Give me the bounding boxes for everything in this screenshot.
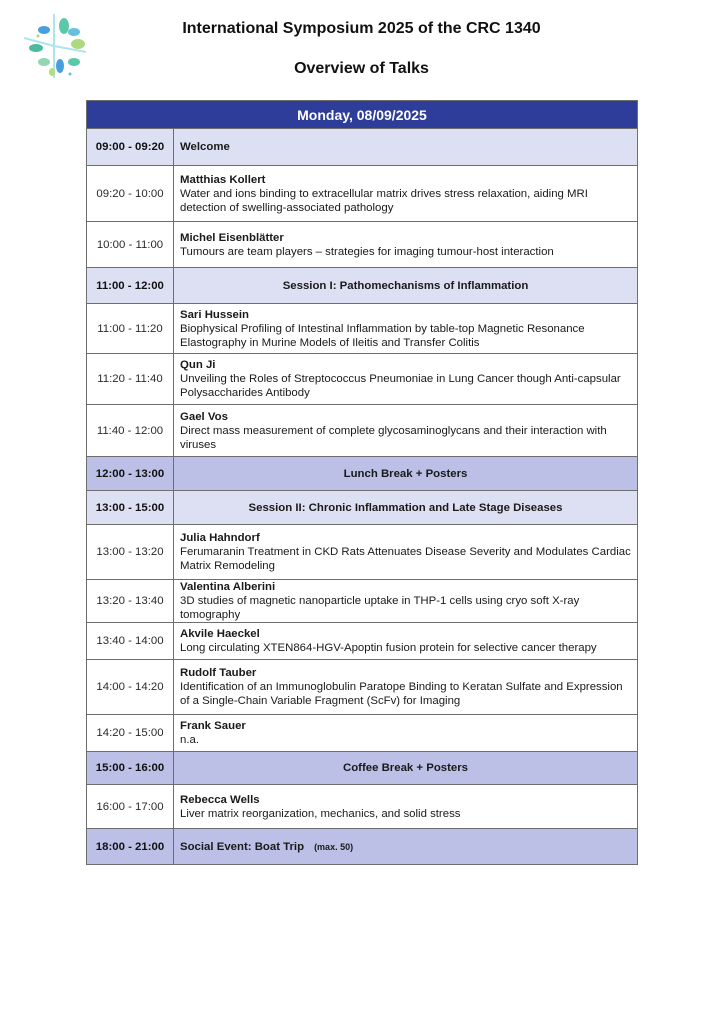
talk-row [87,525,638,580]
session-label: Session II: Chronic Inflammation and Late Stage Diseases [248,501,563,514]
time-slot: 11:00 - 12:00 [87,268,174,304]
speaker-name: Julia Hahndorf [180,532,260,544]
time-slot: 13:00 - 13:20 [87,525,174,580]
talk-title: Water and ions binding to extracellular matrix drives stress relaxation, aiding MRI detection of swelling-associated pathology [180,187,588,214]
session-row [87,491,638,525]
break-label: Coffee Break + Posters [342,762,469,774]
talk-title: Long circulating XTEN864-HGV-Apoptin fusion protein for selective cancer therapy [180,642,597,654]
talk-row [87,660,638,715]
talk-title: Ferumaranin Treatment in CKD Rats Attenuates Disease Severity and Modulates Cardiac Matrix Remodeling [180,546,631,572]
break-label-cell [174,752,638,785]
page-subtitle: Overview of Talks [294,60,429,77]
break-label: Lunch Break + Posters [343,467,468,480]
speaker-name: Akvile Haeckel [180,628,260,640]
talk-row [87,785,638,829]
talk-row [87,715,638,752]
talk-cell [174,405,638,457]
talk-row [87,580,638,623]
time-slot: 14:00 - 14:20 [87,660,174,715]
speaker-name: Rebecca Wells [180,793,260,806]
talk-cell [174,166,638,222]
schedule-table [86,100,638,865]
speaker-name: Sari Hussein [180,308,250,321]
time-slot: 09:00 - 09:20 [87,129,174,166]
talk-row [87,166,638,222]
talk-cell [174,222,638,268]
session-label-cell [174,129,638,166]
speaker-name: Qun Ji [180,359,216,371]
talk-row [87,405,638,457]
time-slot: 12:00 - 13:00 [87,457,174,491]
session-label-cell [174,491,638,525]
talk-cell [174,354,638,405]
time-slot: 11:40 - 12:00 [87,405,174,457]
talk-cell [174,304,638,354]
speaker-name: Gael Vos [180,410,228,423]
time-slot: 14:20 - 15:00 [87,715,174,752]
talk-row [87,623,638,660]
session-label-cell [174,268,638,304]
speaker-name: Michel Eisenblätter [180,231,284,244]
talk-row [87,222,638,268]
session-row [87,129,638,166]
day-header: Monday, 08/09/2025 [87,101,638,129]
time-slot: 13:00 - 15:00 [87,491,174,525]
session-label: Session I: Pathomechanisms of Inflammation [282,279,529,292]
talk-row [87,354,638,405]
talk-cell [174,715,638,752]
break-label-cell [174,457,638,491]
page-title: International Symposium 2025 of the CRC 1340 [182,20,541,37]
talk-cell [174,623,638,660]
speaker-name: Matthias Kollert [180,173,266,186]
talk-cell [174,580,638,623]
break-row [87,752,638,785]
day-header-row [87,101,638,129]
talk-row [87,304,638,354]
talk-cell [174,525,638,580]
time-slot: 16:00 - 17:00 [87,785,174,829]
talk-title: Biophysical Profiling of Intestinal Inflammation by table-top Magnetic Resonance Elastography in Murine Models of Ileitis and Transfer Colitis [180,322,585,349]
talk-title: n.a. [180,734,199,746]
talk-title: Identification of an Immunoglobulin Paratope Binding to Keratan Sulfate and Expression of a Single-Chain Variable Fragment (ScFv) for Imaging [180,681,623,707]
talk-cell [174,660,638,715]
time-slot: 15:00 - 16:00 [87,752,174,785]
talk-title: Tumours are team players – strategies for imaging tumour-host interaction [180,245,554,258]
speaker-name: Rudolf Tauber [180,667,257,679]
capacity-note: (max. 50) [314,841,354,852]
time-slot: 13:40 - 14:00 [87,623,174,660]
speaker-name: Frank Sauer [180,720,246,732]
time-slot: 09:20 - 10:00 [87,166,174,222]
talk-title: Direct mass measurement of complete glycosaminoglycans and their interaction with viruses [180,424,607,451]
break-label-cell [174,829,638,865]
session-label: Welcome [180,141,230,153]
talk-title: Unveiling the Roles of Streptococcus Pneumoniae in Lung Cancer though Anti-capsular Polysaccharides Antibody [180,373,621,399]
session-row [87,268,638,304]
time-slot: 13:20 - 13:40 [87,580,174,623]
break-label: Social Event: Boat Trip [180,840,305,853]
break-row [87,457,638,491]
time-slot: 11:00 - 11:20 [87,304,174,354]
time-slot: 18:00 - 21:00 [87,829,174,865]
time-slot: 10:00 - 11:00 [87,222,174,268]
time-slot: 11:20 - 11:40 [87,354,174,405]
talk-title: 3D studies of magnetic nanoparticle uptake in THP-1 cells using cryo soft X-ray tomography [180,595,580,621]
speaker-name: Valentina Alberini [180,581,276,593]
talk-title: Liver matrix reorganization, mechanics, and solid stress [180,807,461,820]
break-row [87,829,638,865]
talk-cell [174,785,638,829]
